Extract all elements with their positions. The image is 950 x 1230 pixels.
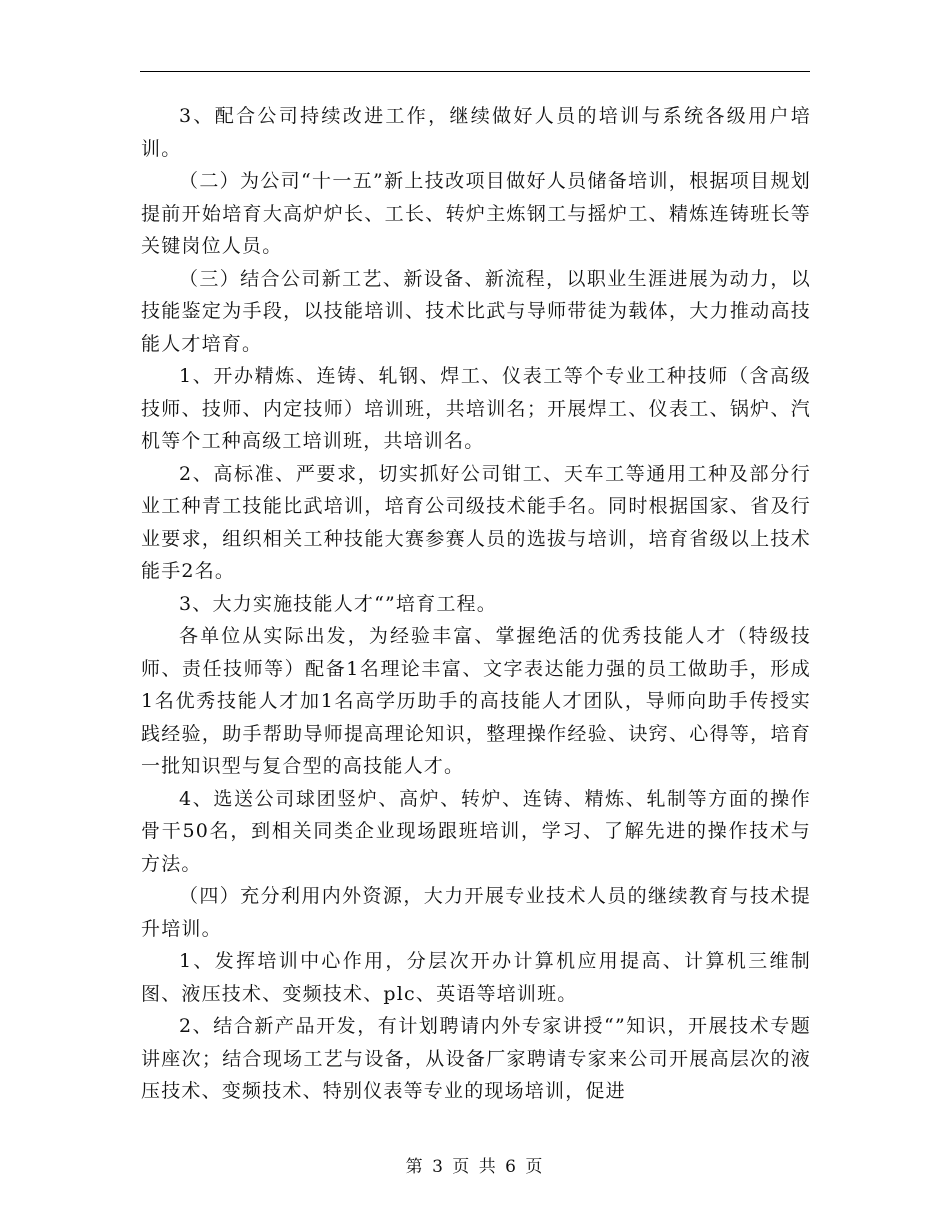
paragraph: 1、开办精炼、连铸、轧钢、焊工、仪表工等个专业工种技师（含高级技师、技师、内定技师）培训班，共培训名；开展焊工、仪表工、锅炉、汽机等个工种高级工培训班，共培训名。: [141, 365, 811, 452]
paragraph: 3、大力实施技能人才“”培育工程。: [179, 592, 497, 615]
header-rule: [140, 71, 810, 72]
paragraph: 2、结合新产品开发，有计划聘请内外专家讲授“”知识，开展技术专题讲座次；结合现场工艺与设备，从设备厂家聘请专家来公司开展高层次的液压技术、变频技术、特别仪表等专业的现场培训，促进: [141, 1015, 811, 1102]
paragraph: 各单位从实际出发，为经验丰富、掌握绝活的优秀技能人才（特级技师、责任技师等）配备1名理论丰富、文字表达能力强的员工做助手，形成1名优秀技能人才加1名高学历助手的高技能人才团队，导师向助手传授实践经验，助手帮助导师提高理论知识，整理操作经验、诀窍、心得等，培育一批知识型与复合型的高技能人才。: [141, 625, 811, 777]
page-number-footer: 第 3 页 共 6 页: [405, 1157, 545, 1177]
document-body: [141, 100, 811, 1108]
paragraph: 4、选送公司球团竖炉、高炉、转炉、连铸、精炼、轧制等方面的操作骨干50名，到相关同类企业现场跟班培训，学习、了解先进的操作技术与方法。: [141, 787, 811, 875]
paragraph: （二）为公司“十一五”新上技改项目做好人员储备培训，根据项目规划提前开始培育大高炉炉长、工长、转炉主炼钢工与摇炉工、精炼连铸班长等关键岗位人员。: [141, 170, 811, 257]
paragraph: 2、高标准、严要求，切实抓好公司钳工、天车工等通用工种及部分行业工种青工技能比武培训，培育公司级技术能手名。同时根据国家、省及行业要求，组织相关工种技能大赛参赛人员的选拔与培训，培育省级以上技术能手2名。: [141, 462, 811, 582]
paragraph: （三）结合公司新工艺、新设备、新流程，以职业生涯进展为动力，以技能鉴定为手段，以技能培训、技术比武与导师带徒为载体，大力推动高技能人才培育。: [141, 267, 811, 355]
paragraph: 1、发挥培训中心作用，分层次开办计算机应用提高、计算机三维制图、液压技术、变频技术、plc、英语等培训班。: [141, 950, 811, 1005]
paragraph: 3、配合公司持续改进工作，继续做好人员的培训与系统各级用户培训。: [141, 105, 811, 160]
paragraph: （四）充分利用内外资源，大力开展专业技术人员的继续教育与技术提升培训。: [141, 885, 811, 940]
